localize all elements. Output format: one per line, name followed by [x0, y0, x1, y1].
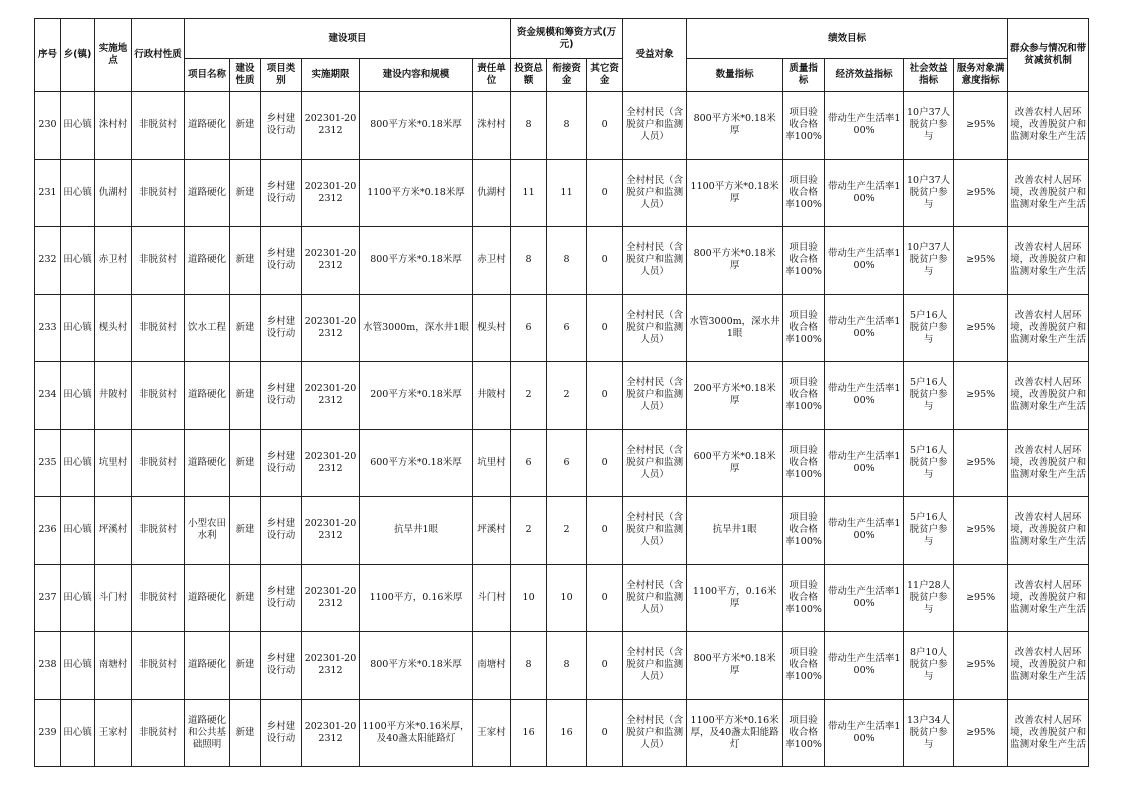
cell-economic: 带动生产生活率100%	[825, 699, 904, 767]
cell-beneficiary: 全村村民（含脱贫户和监测人员）	[623, 699, 687, 767]
cell-quality: 项目验收合格率100%	[783, 497, 825, 565]
cell-project-name: 道路硬化和公共基础照明	[185, 699, 230, 767]
cell-build-nature: 新建	[230, 632, 261, 700]
cell-other-funds: 0	[587, 497, 623, 565]
cell-site: 枧头村	[95, 294, 132, 362]
cell-link-funds: 2	[547, 362, 587, 430]
cell-quality: 项目验收合格率100%	[783, 227, 825, 295]
cell-economic: 带动生产生活率100%	[825, 294, 904, 362]
cell-satisfaction: ≥95%	[954, 429, 1008, 497]
cell-content: 800平方米*0.18米厚	[360, 632, 473, 700]
cell-quality: 项目验收合格率100%	[783, 159, 825, 227]
cell-content: 抗旱井1眼	[360, 497, 473, 565]
header-content-scale: 建设内容和规模	[360, 59, 473, 92]
cell-site: 王家村	[95, 699, 132, 767]
cell-project-name: 道路硬化	[185, 362, 230, 430]
cell-responsible: 斗门村	[473, 564, 511, 632]
cell-quantity: 水管3000m，深水井1眼	[687, 294, 783, 362]
cell-satisfaction: ≥95%	[954, 227, 1008, 295]
cell-seq: 234	[35, 362, 61, 430]
cell-responsible: 南塘村	[473, 632, 511, 700]
cell-category: 乡村建设行动	[261, 699, 302, 767]
cell-beneficiary: 全村村民（含脱贫户和监测人员）	[623, 362, 687, 430]
cell-town: 田心镇	[61, 227, 95, 295]
cell-beneficiary: 全村村民（含脱贫户和监测人员）	[623, 294, 687, 362]
cell-invest-total: 16	[511, 699, 547, 767]
cell-mass: 改善农村人居环境，改善脱贫户和监测对象生产生活	[1008, 497, 1089, 565]
cell-build-nature: 新建	[230, 362, 261, 430]
cell-village-type: 非脱贫村	[132, 92, 185, 160]
cell-responsible: 仇湖村	[473, 159, 511, 227]
cell-quantity: 800平方米*0.18米厚	[687, 227, 783, 295]
cell-social: 10户37人脱贫户参与	[904, 92, 954, 160]
cell-link-funds: 10	[547, 564, 587, 632]
cell-build-nature: 新建	[230, 294, 261, 362]
cell-category: 乡村建设行动	[261, 564, 302, 632]
header-beneficiary: 受益对象	[623, 19, 687, 92]
cell-category: 乡村建设行动	[261, 497, 302, 565]
cell-village-type: 非脱贫村	[132, 632, 185, 700]
cell-village-type: 非脱贫村	[132, 159, 185, 227]
cell-town: 田心镇	[61, 92, 95, 160]
table-row	[35, 429, 1089, 497]
cell-content: 1100平方，0.16米厚	[360, 564, 473, 632]
cell-responsible: 枧头村	[473, 294, 511, 362]
cell-site: 斗门村	[95, 564, 132, 632]
cell-satisfaction: ≥95%	[954, 632, 1008, 700]
cell-satisfaction: ≥95%	[954, 159, 1008, 227]
cell-other-funds: 0	[587, 92, 623, 160]
table-row	[35, 362, 1089, 430]
header-quantity: 数量指标	[687, 59, 783, 92]
cell-category: 乡村建设行动	[261, 632, 302, 700]
cell-beneficiary: 全村村民（含脱贫户和监测人员）	[623, 227, 687, 295]
cell-period: 202301-202312	[302, 564, 360, 632]
cell-quantity: 1100平方，0.16米厚	[687, 564, 783, 632]
cell-build-nature: 新建	[230, 564, 261, 632]
cell-seq: 238	[35, 632, 61, 700]
cell-village-type: 非脱贫村	[132, 294, 185, 362]
cell-period: 202301-202312	[302, 632, 360, 700]
header-funding: 资金规模和筹资方式(万元)	[511, 19, 623, 59]
cell-period: 202301-202312	[302, 159, 360, 227]
cell-invest-total: 8	[511, 632, 547, 700]
table-row	[35, 632, 1089, 700]
cell-mass: 改善农村人居环境，改善脱贫户和监测对象生产生活	[1008, 159, 1089, 227]
cell-link-funds: 6	[547, 294, 587, 362]
cell-economic: 带动生产生活率100%	[825, 159, 904, 227]
cell-mass: 改善农村人居环境，改善脱贫户和监测对象生产生活	[1008, 294, 1089, 362]
header-town: 乡(镇)	[61, 19, 95, 92]
cell-town: 田心镇	[61, 564, 95, 632]
header-link-funds: 衔接资金	[547, 59, 587, 92]
cell-responsible: 坑里村	[473, 429, 511, 497]
cell-other-funds: 0	[587, 564, 623, 632]
cell-social: 5户16人脱贫户参与	[904, 429, 954, 497]
cell-invest-total: 10	[511, 564, 547, 632]
cell-category: 乡村建设行动	[261, 362, 302, 430]
cell-build-nature: 新建	[230, 227, 261, 295]
cell-invest-total: 2	[511, 362, 547, 430]
cell-content: 1100平方米*0.16米厚，及40盏太阳能路灯	[360, 699, 473, 767]
cell-town: 田心镇	[61, 429, 95, 497]
header-project-name: 项目名称	[185, 59, 230, 92]
cell-beneficiary: 全村村民（含脱贫户和监测人员）	[623, 564, 687, 632]
cell-other-funds: 0	[587, 227, 623, 295]
cell-seq: 239	[35, 699, 61, 767]
header-construction: 建设项目	[185, 19, 511, 59]
cell-other-funds: 0	[587, 159, 623, 227]
cell-social: 8户10人脱贫户参与	[904, 632, 954, 700]
cell-other-funds: 0	[587, 699, 623, 767]
header-satisfaction: 服务对象满意度指标	[954, 59, 1008, 92]
cell-satisfaction: ≥95%	[954, 699, 1008, 767]
cell-beneficiary: 全村村民（含脱贫户和监测人员）	[623, 632, 687, 700]
table-row	[35, 92, 1089, 160]
cell-site: 井陂村	[95, 362, 132, 430]
header-project-category: 项目类别	[261, 59, 302, 92]
cell-quantity: 1100平方米*0.18米厚	[687, 159, 783, 227]
cell-link-funds: 2	[547, 497, 587, 565]
cell-seq: 231	[35, 159, 61, 227]
cell-town: 田心镇	[61, 159, 95, 227]
cell-seq: 236	[35, 497, 61, 565]
cell-economic: 带动生产生活率100%	[825, 429, 904, 497]
cell-village-type: 非脱贫村	[132, 564, 185, 632]
cell-town: 田心镇	[61, 362, 95, 430]
cell-economic: 带动生产生活率100%	[825, 227, 904, 295]
cell-link-funds: 8	[547, 632, 587, 700]
cell-content: 800平方米*0.18米厚	[360, 92, 473, 160]
cell-mass: 改善农村人居环境，改善脱贫户和监测对象生产生活	[1008, 632, 1089, 700]
cell-site: 坑里村	[95, 429, 132, 497]
cell-mass: 改善农村人居环境，改善脱贫户和监测对象生产生活	[1008, 362, 1089, 430]
cell-quality: 项目验收合格率100%	[783, 699, 825, 767]
project-table	[34, 18, 1089, 767]
cell-mass: 改善农村人居环境，改善脱贫户和监测对象生产生活	[1008, 564, 1089, 632]
cell-seq: 237	[35, 564, 61, 632]
cell-social: 10户37人脱贫户参与	[904, 159, 954, 227]
cell-quality: 项目验收合格率100%	[783, 429, 825, 497]
cell-project-name: 道路硬化	[185, 632, 230, 700]
cell-invest-total: 8	[511, 227, 547, 295]
header-performance: 绩效目标	[687, 19, 1008, 59]
header-site: 实施地点	[95, 19, 132, 92]
cell-village-type: 非脱贫村	[132, 227, 185, 295]
cell-responsible: 赤卫村	[473, 227, 511, 295]
cell-content: 1100平方米*0.18米厚	[360, 159, 473, 227]
table-row	[35, 159, 1089, 227]
cell-responsible: 洙村村	[473, 92, 511, 160]
cell-village-type: 非脱贫村	[132, 497, 185, 565]
cell-social: 5户16人脱贫户参与	[904, 294, 954, 362]
cell-invest-total: 8	[511, 92, 547, 160]
header-seq: 序号	[35, 19, 61, 92]
cell-mass: 改善农村人居环境，改善脱贫户和监测对象生产生活	[1008, 92, 1089, 160]
cell-economic: 带动生产生活率100%	[825, 362, 904, 430]
cell-category: 乡村建设行动	[261, 159, 302, 227]
cell-village-type: 非脱贫村	[132, 362, 185, 430]
header-period: 实施期限	[302, 59, 360, 92]
header-mass: 群众参与情况和带贫减贫机制	[1008, 19, 1089, 92]
cell-build-nature: 新建	[230, 497, 261, 565]
cell-project-name: 道路硬化	[185, 227, 230, 295]
cell-period: 202301-202312	[302, 294, 360, 362]
cell-period: 202301-202312	[302, 429, 360, 497]
cell-category: 乡村建设行动	[261, 227, 302, 295]
header-build-nature: 建设性质	[230, 59, 261, 92]
cell-quantity: 200平方米*0.18米厚	[687, 362, 783, 430]
cell-mass: 改善农村人居环境，改善脱贫户和监测对象生产生活	[1008, 227, 1089, 295]
cell-mass: 改善农村人居环境，改善脱贫户和监测对象生产生活	[1008, 429, 1089, 497]
header-village-type: 行政村性质	[132, 19, 185, 92]
cell-mass: 改善农村人居环境，改善脱贫户和监测对象生产生活	[1008, 699, 1089, 767]
cell-seq: 232	[35, 227, 61, 295]
table-row	[35, 227, 1089, 295]
cell-quality: 项目验收合格率100%	[783, 362, 825, 430]
header-responsible: 责任单位	[473, 59, 511, 92]
cell-project-name: 饮水工程	[185, 294, 230, 362]
cell-site: 洙村村	[95, 92, 132, 160]
cell-village-type: 非脱贫村	[132, 429, 185, 497]
cell-quality: 项目验收合格率100%	[783, 632, 825, 700]
cell-link-funds: 8	[547, 92, 587, 160]
cell-build-nature: 新建	[230, 429, 261, 497]
cell-economic: 带动生产生活率100%	[825, 564, 904, 632]
header-other-funds: 其它资金	[587, 59, 623, 92]
cell-town: 田心镇	[61, 294, 95, 362]
cell-quantity: 600平方米*0.18米厚	[687, 429, 783, 497]
cell-period: 202301-202312	[302, 497, 360, 565]
cell-satisfaction: ≥95%	[954, 362, 1008, 430]
cell-social: 5户16人脱贫户参与	[904, 497, 954, 565]
cell-social: 5户16人脱贫户参与	[904, 362, 954, 430]
cell-satisfaction: ≥95%	[954, 294, 1008, 362]
cell-social: 10户37人脱贫户参与	[904, 227, 954, 295]
cell-content: 水管3000m，深水井1眼	[360, 294, 473, 362]
cell-site: 仇湖村	[95, 159, 132, 227]
cell-seq: 233	[35, 294, 61, 362]
cell-link-funds: 8	[547, 227, 587, 295]
cell-beneficiary: 全村村民（含脱贫户和监测人员）	[623, 497, 687, 565]
table-body	[35, 92, 1089, 767]
cell-period: 202301-202312	[302, 699, 360, 767]
cell-project-name: 道路硬化	[185, 159, 230, 227]
cell-seq: 230	[35, 92, 61, 160]
cell-other-funds: 0	[587, 294, 623, 362]
cell-seq: 235	[35, 429, 61, 497]
cell-project-name: 小型农田水利	[185, 497, 230, 565]
cell-beneficiary: 全村村民（含脱贫户和监测人员）	[623, 159, 687, 227]
cell-site: 坪溪村	[95, 497, 132, 565]
cell-link-funds: 6	[547, 429, 587, 497]
cell-site: 赤卫村	[95, 227, 132, 295]
cell-build-nature: 新建	[230, 159, 261, 227]
cell-economic: 带动生产生活率100%	[825, 632, 904, 700]
cell-invest-total: 6	[511, 294, 547, 362]
cell-satisfaction: ≥95%	[954, 564, 1008, 632]
cell-invest-total: 6	[511, 429, 547, 497]
cell-village-type: 非脱贫村	[132, 699, 185, 767]
cell-other-funds: 0	[587, 362, 623, 430]
header-quality: 质量指标	[783, 59, 825, 92]
cell-other-funds: 0	[587, 429, 623, 497]
cell-town: 田心镇	[61, 699, 95, 767]
cell-satisfaction: ≥95%	[954, 497, 1008, 565]
cell-link-funds: 11	[547, 159, 587, 227]
cell-town: 田心镇	[61, 497, 95, 565]
cell-quantity: 800平方米*0.18米厚	[687, 92, 783, 160]
cell-other-funds: 0	[587, 632, 623, 700]
cell-invest-total: 11	[511, 159, 547, 227]
table-row	[35, 294, 1089, 362]
header-invest-total: 投资总额	[511, 59, 547, 92]
table-row	[35, 497, 1089, 565]
cell-invest-total: 2	[511, 497, 547, 565]
cell-responsible: 王家村	[473, 699, 511, 767]
cell-economic: 带动生产生活率100%	[825, 497, 904, 565]
cell-project-name: 道路硬化	[185, 92, 230, 160]
cell-site: 南塘村	[95, 632, 132, 700]
cell-category: 乡村建设行动	[261, 92, 302, 160]
cell-content: 600平方米*0.18米厚	[360, 429, 473, 497]
header-social: 社会效益指标	[904, 59, 954, 92]
cell-project-name: 道路硬化	[185, 564, 230, 632]
cell-category: 乡村建设行动	[261, 294, 302, 362]
cell-quality: 项目验收合格率100%	[783, 294, 825, 362]
cell-beneficiary: 全村村民（含脱贫户和监测人员）	[623, 429, 687, 497]
header-economic: 经济效益指标	[825, 59, 904, 92]
cell-quality: 项目验收合格率100%	[783, 564, 825, 632]
cell-quantity: 800平方米*0.18米厚	[687, 632, 783, 700]
cell-build-nature: 新建	[230, 699, 261, 767]
cell-town: 田心镇	[61, 632, 95, 700]
cell-content: 800平方米*0.18米厚	[360, 227, 473, 295]
cell-quantity: 抗旱井1眼	[687, 497, 783, 565]
table-row	[35, 699, 1089, 767]
cell-economic: 带动生产生活率100%	[825, 92, 904, 160]
cell-period: 202301-202312	[302, 227, 360, 295]
cell-social: 11户28人脱贫户参与	[904, 564, 954, 632]
cell-satisfaction: ≥95%	[954, 92, 1008, 160]
cell-category: 乡村建设行动	[261, 429, 302, 497]
cell-responsible: 井陂村	[473, 362, 511, 430]
cell-project-name: 道路硬化	[185, 429, 230, 497]
table-row	[35, 564, 1089, 632]
cell-period: 202301-202312	[302, 92, 360, 160]
cell-quantity: 1100平方米*0.16米厚，及40盏太阳能路灯	[687, 699, 783, 767]
cell-social: 13户34人脱贫户参与	[904, 699, 954, 767]
cell-content: 200平方米*0.18米厚	[360, 362, 473, 430]
cell-link-funds: 16	[547, 699, 587, 767]
cell-period: 202301-202312	[302, 362, 360, 430]
cell-build-nature: 新建	[230, 92, 261, 160]
cell-responsible: 坪溪村	[473, 497, 511, 565]
cell-beneficiary: 全村村民（含脱贫户和监测人员）	[623, 92, 687, 160]
cell-quality: 项目验收合格率100%	[783, 92, 825, 160]
